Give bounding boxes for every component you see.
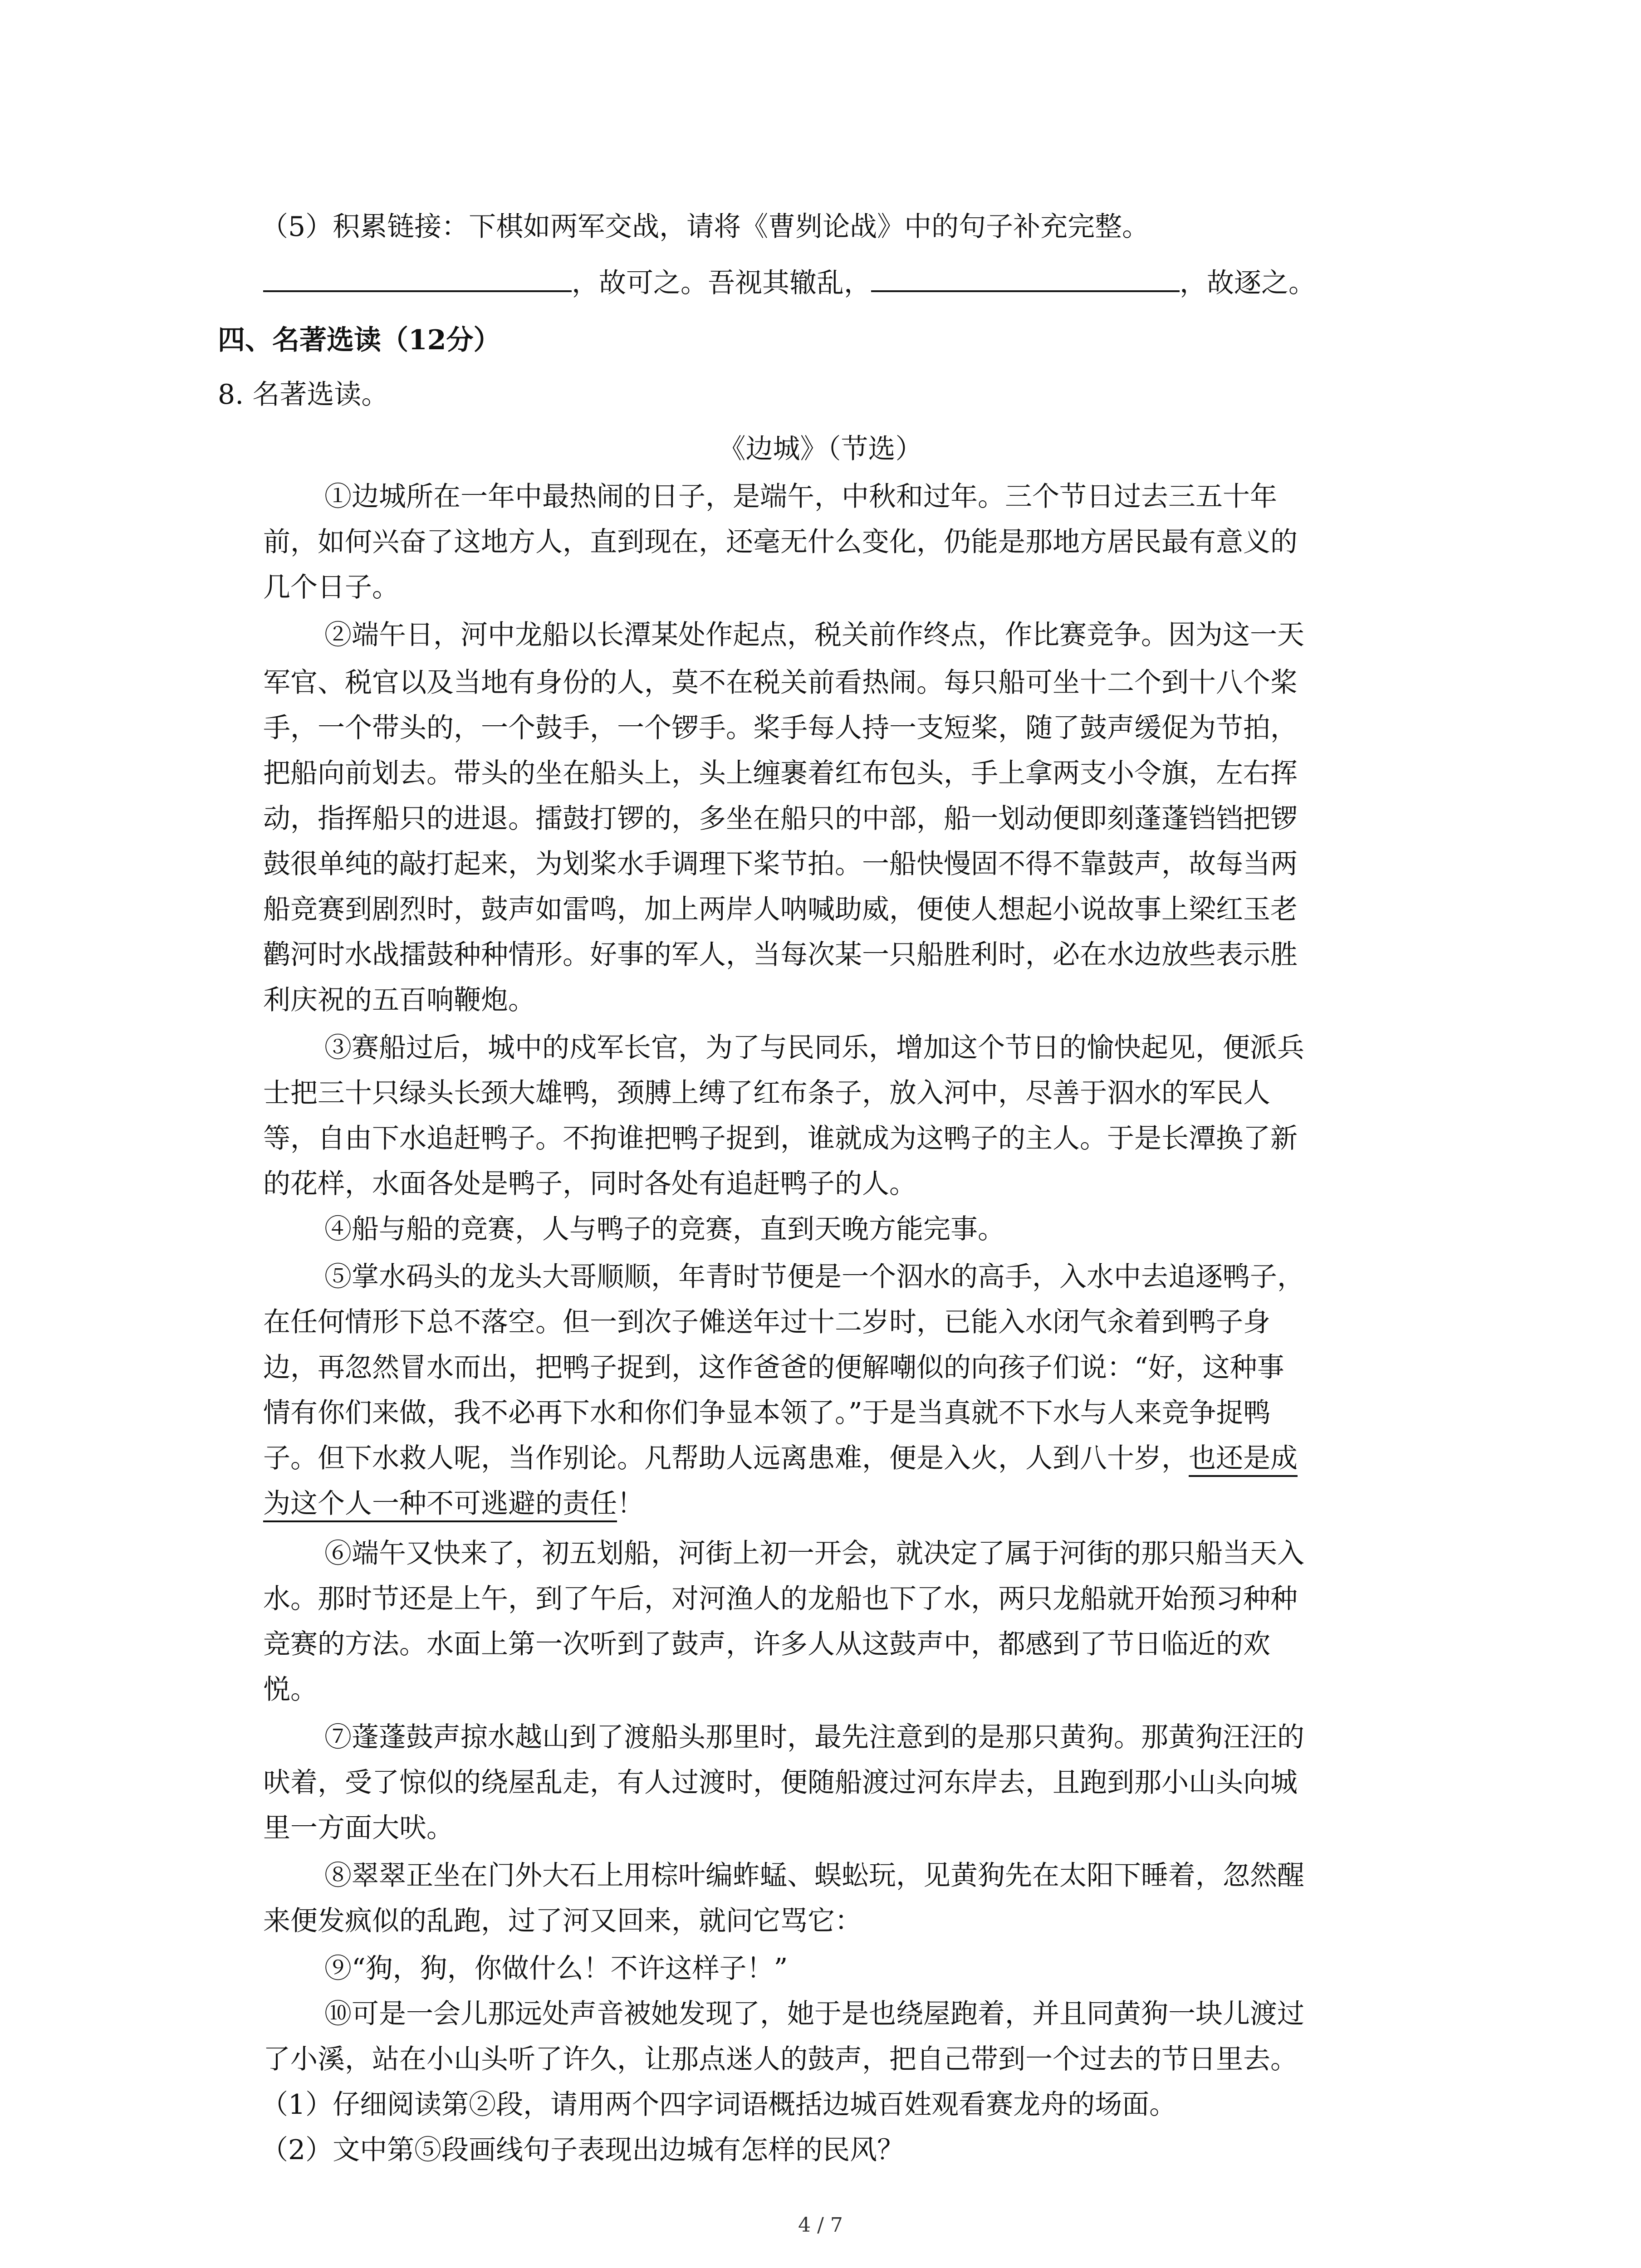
paragraph-4-line: ④船与船的竞赛，人与鸭子的竞赛，直到天晚方能完事。 (324, 1213, 1005, 1245)
paragraph-2-line: 动，指挥船只的进退。擂鼓打锣的，多坐在船只的中部，船一划动便即刻蓬蓬铛铛把锣 (263, 803, 1298, 835)
paragraph-3-line: ③赛船过后，城中的戍军长官，为了与民同乐，增加这个节日的愉快起见，便派兵 (324, 1032, 1304, 1064)
paragraph-2-line: 鹳河时水战擂鼓种种情形。好事的军人，当每次某一只船胜利时，必在水边放些表示胜 (263, 939, 1298, 971)
paragraph-8-line: ⑧翠翠正坐在门外大石上用棕叶编蚱蜢、蜈蚣玩，见黄狗先在太阳下睡着，忽然醒 (324, 1860, 1304, 1892)
paragraph-2-line: 船竞赛到剧烈时，鼓声如雷鸣，加上两岸人呐喊助威，便使人想起小说故事上梁红玉老 (263, 894, 1298, 925)
answer-blank-1[interactable] (263, 263, 572, 292)
paragraph-2-line: 军官、税官以及当地有身份的人，莫不在税关前看热闹。每只船可坐十二个到十八个桨 (263, 667, 1298, 699)
paragraph-10-line: ⑩可是一会儿那远处声音被她发现了，她于是也绕屋跑着，并且同黄狗一块儿渡过 (324, 1998, 1304, 2030)
answer-blank-2[interactable] (871, 263, 1180, 292)
paragraph-6-line: ⑥端午又快来了，初五划船，河街上初一开会，就决定了属于河街的那只船当天入 (324, 1538, 1304, 1569)
question-8-1: （1）仔细阅读第②段，请用两个四字词语概括边城百姓观看赛龙舟的场面。 (261, 2089, 1177, 2121)
paragraph-1-line: 前，如何兴奋了这地方人，直到现在，还毫无什么变化，仍能是那地方居民最有意义的 (263, 526, 1298, 558)
paragraph-5-line: 在任何情形下总不落空。但一到次子傩送年过十二岁时，已能入水闭气汆着到鸭子身 (263, 1306, 1270, 1338)
paragraph-1-line: 几个日子。 (263, 572, 399, 603)
q5-fill-line (263, 263, 1420, 301)
paragraph-8-line: 来便发疯似的乱跑，过了河又回来，就问它骂它： (263, 1905, 862, 1937)
paragraph-6-line: 水。那时节还是上午，到了午后，对河渔人的龙船也下了水，两只龙船就开始预习种种 (263, 1583, 1298, 1615)
paragraph-2-line: 利庆祝的五百响鞭炮。 (263, 984, 535, 1016)
paragraph-6-line: 悦。 (263, 1674, 318, 1706)
paragraph-5-line: 情有你们来做，我不必再下水和你们争显本领了。”于是当真就不下水与人来竞争捉鸭 (263, 1397, 1271, 1429)
paragraph-3-line: 士把三十只绿头长颈大雄鸭，颈膊上缚了红布条子，放入河中，尽善于泅水的军民人 (263, 1077, 1270, 1109)
paragraph-5-line (263, 1486, 1420, 1522)
paragraph-5-text: 子。但下水救人呢，当作别论。凡帮助人远离患难，便是入火，人到八十岁， (263, 1442, 1189, 1474)
paragraph-7-line: 里一方面大吠。 (263, 1812, 454, 1844)
paragraph-2-line: 手，一个带头的，一个鼓手，一个锣手。桨手每人持一支短桨，随了鼓声缓促为节拍， (263, 712, 1298, 744)
paragraph-5-line: 边，再忽然冒水而出，把鸭子捉到，这作爸爸的便解嘲似的向孩子们说：“好，这种事 (263, 1352, 1284, 1383)
paragraph-9-line: ⑨“狗，狗，你做什么！不许这样子！” (324, 1953, 788, 1984)
underlined-sentence: 也还是成 (1189, 1442, 1298, 1477)
paragraph-3-line: 等，自由下水追赶鸭子。不拘谁把鸭子捉到，谁就成为这鸭子的主人。于是长潭换了新 (263, 1123, 1298, 1154)
paragraph-5-line: ⑤掌水码头的龙头大哥顺顺，年青时节便是一个泅水的高手，入水中去追逐鸭子， (324, 1261, 1304, 1293)
q5-fill-mid: ，故可之。吾视其辙乱， (572, 267, 871, 299)
paragraph-3-line: 的花样，水面各处是鸭子，同时各处有追赶鸭子的人。 (263, 1168, 916, 1200)
paragraph-2-line: 鼓很单纯的敲打起来，为划桨水手调理下桨节拍。一船快慢固不得不靠鼓声，故每当两 (263, 848, 1298, 880)
paragraph-1-line: ①边城所在一年中最热闹的日子，是端午，中秋和过年。三个节日过去三五十年 (324, 481, 1277, 513)
question-8-label: 8. 名著选读。 (218, 379, 389, 411)
excerpt-title: 《边城》（节选） (718, 433, 923, 465)
paragraph-7-line: ⑦蓬蓬鼓声掠水越山到了渡船头那里时，最先注意到的是那只黄狗。那黄狗汪汪的 (324, 1721, 1304, 1753)
section-heading: 四、名著选读（12分） (218, 324, 501, 356)
paragraph-5-text: ！ (617, 1488, 644, 1520)
paragraph-2-line: ②端午日，河中龙船以长潭某处作起点，税关前作终点，作比赛竞争。因为这一天 (324, 619, 1304, 651)
underlined-sentence: 为这个人一种不可逃避的责任 (263, 1488, 617, 1522)
paragraph-7-line: 吠着，受了惊似的绕屋乱走，有人过渡时，便随船渡过河东岸去，且跑到那小山头向城 (263, 1767, 1298, 1799)
q5-fill-end: ，故逐之。 (1180, 267, 1316, 299)
q5-prompt: （5）积累链接：下棋如两军交战，请将《曹刿论战》中的句子补充完整。 (261, 211, 1150, 243)
paragraph-6-line: 竞赛的方法。水面上第一次听到了鼓声，许多人从这鼓声中，都感到了节日临近的欢 (263, 1628, 1270, 1660)
paragraph-5-line (263, 1440, 1420, 1476)
paragraph-10-line: 了小溪，站在小山头听了许久，让那点迷人的鼓声，把自己带到一个过去的节日里去。 (263, 2043, 1298, 2075)
paragraph-2-line: 把船向前划去。带头的坐在船头上，头上缠裹着红布包头，手上拿两支小令旗，左右挥 (263, 758, 1298, 789)
question-8-2: （2）文中第⑤段画线句子表现出边城有怎样的民风？ (261, 2134, 905, 2166)
page-number: 4 / 7 (798, 2214, 843, 2237)
